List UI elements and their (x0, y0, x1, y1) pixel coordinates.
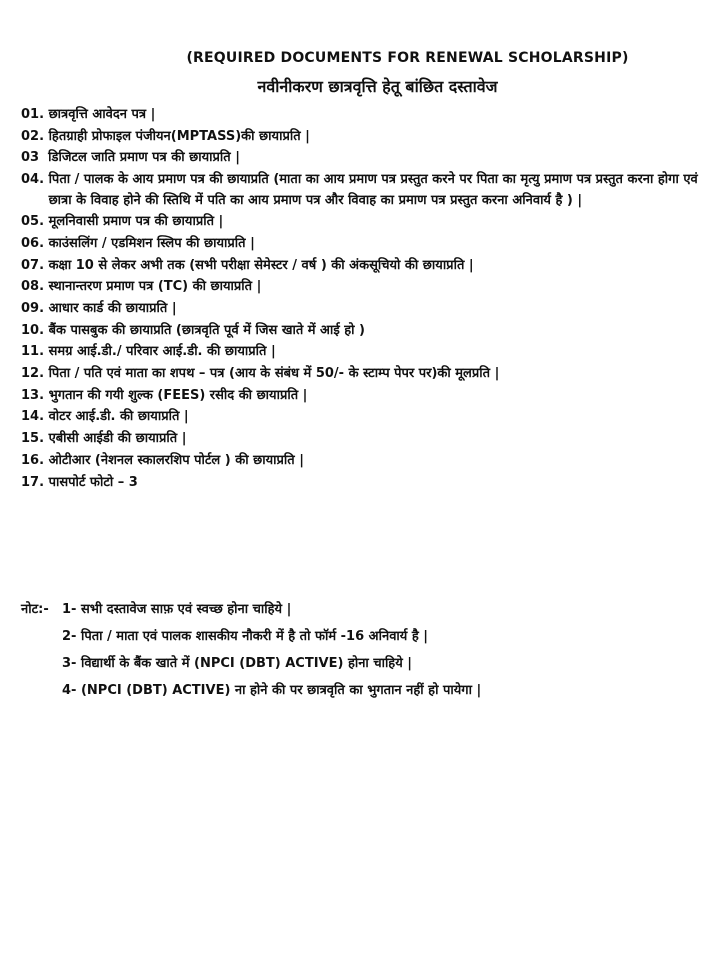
item-text: कक्षा 10 से लेकर अभी तक (सभी परीक्षा सेमेस्टर / वर्ष ) की अंकसूचियो की छायाप्रति | (48, 257, 474, 273)
item-text: एबीसी आईडी की छायाप्रति | (48, 431, 187, 447)
item-text: भुगतान की गयी शुल्क (FEES) रसीद की छायाप्रति | (48, 387, 308, 403)
document-title-hindi: नवीनीकरण छात्रवृत्ति हेतू बांछित दस्तावेज (257, 77, 498, 96)
list-item (21, 450, 711, 472)
item-text: ओटीआर (नेशनल स्कालरशिप पोर्टल ) की छायाप्रति | (48, 452, 304, 468)
item-number: 01. (21, 107, 45, 122)
note-text: 2- पिता / माता एवं पालक शासकीय नौकरी में है तो फॉर्म -16 अनिवार्य है | (62, 629, 429, 644)
note-line (21, 596, 711, 623)
item-number: 03 (21, 150, 40, 166)
item-text: हितग्राही प्रोफाइल पंजीयन(MPTASS)की छायाप्रति | (48, 128, 310, 144)
list-item (21, 320, 711, 342)
item-number: 10. (21, 322, 45, 338)
list-item (21, 233, 711, 255)
item-number: 02. (21, 128, 45, 144)
required-documents-list (21, 104, 711, 493)
item-text: छात्रवृत्ति आवेदन पत्र | (48, 107, 156, 122)
list-item (21, 363, 711, 385)
item-text: डिजिटल जाति प्रमाण पत्र की छायाप्रति | (48, 150, 240, 166)
item-number: 05. (21, 214, 45, 230)
list-item (21, 147, 711, 169)
item-number: 15. (21, 431, 45, 447)
document-title-english: (REQUIRED DOCUMENTS FOR RENEWAL SCHOLARSHIP) (186, 50, 629, 66)
item-number: 04. (21, 172, 45, 188)
item-number: 13. (21, 387, 45, 403)
item-number: 09. (21, 300, 45, 316)
list-item (21, 298, 711, 320)
item-number: 06. (21, 235, 45, 251)
item-text: काउंसलिंग / एडमिशन स्लिप की छायाप्रति | (48, 235, 255, 251)
item-text: मूलनिवासी प्रमाण पत्र की छायाप्रति | (48, 214, 224, 230)
list-item (21, 406, 711, 428)
item-text: पिता / पालक के आय प्रमाण पत्र की छायाप्रति (माता का आय प्रमाण पत्र प्रस्तुत करने पर पिता का मृत्यु प्रमाण पत्र प्रस्तुत करना होगा एवं छात्रा के विवाह होने की स्तिथि में पति का आय प्रमाण पत्र और विवाह का प्रमाण पत्र प्रस्तुत करना अनिवार्य है ) | (48, 172, 698, 209)
item-text: स्थानान्तरण प्रमाण पत्र (TC) की छायाप्रति | (48, 279, 262, 295)
note-text: 3- विद्यार्थी के बैंक खाते में (NPCI (DBT) ACTIVE) होना चाहिये | (62, 656, 413, 671)
item-number: 12. (21, 366, 45, 382)
note-line (21, 623, 711, 650)
list-item (21, 126, 711, 148)
list-item (21, 169, 711, 211)
item-text: वोटर आई.डी. की छायाप्रति | (48, 409, 189, 425)
item-text: बैंक पासबुक की छायाप्रति (छात्रवृति पूर्व में जिस खाते में आई हो ) (48, 322, 365, 338)
list-item (21, 255, 711, 277)
list-item (21, 472, 711, 494)
item-number: 08. (21, 279, 45, 295)
item-text: समग्र आई.डी./ परिवार आई.डी. की छायाप्रति | (48, 344, 276, 360)
note-line (21, 677, 711, 704)
item-text: आधार कार्ड की छायाप्रति | (48, 300, 177, 316)
item-text: पिता / पति एवं माता का शपथ – पत्र (आय के संबंध में 50/- के स्टाम्प पेपर पर)की मूलप्रति | (48, 366, 500, 382)
item-number: 07. (21, 257, 45, 273)
list-item (21, 385, 711, 407)
note-label: नोट:- (21, 602, 49, 617)
note-line (21, 650, 711, 677)
notes-section (21, 596, 711, 704)
item-number: 14. (21, 409, 45, 425)
list-item (21, 276, 711, 298)
note-text: 4- (NPCI (DBT) ACTIVE) ना होने की पर छात्रवृति का भुगतान नहीं हो पायेगा | (62, 683, 482, 698)
item-text: पासपोर्ट फोटो – 3 (48, 474, 138, 490)
list-item (21, 428, 711, 450)
note-text: 1- सभी दस्तावेज साफ़ एवं स्वच्छ होना चाहिये | (62, 602, 292, 617)
item-number: 16. (21, 452, 45, 468)
list-item (21, 211, 711, 233)
item-number: 17. (21, 474, 45, 490)
list-item (21, 341, 711, 363)
item-number: 11. (21, 344, 45, 360)
list-item (21, 104, 711, 126)
